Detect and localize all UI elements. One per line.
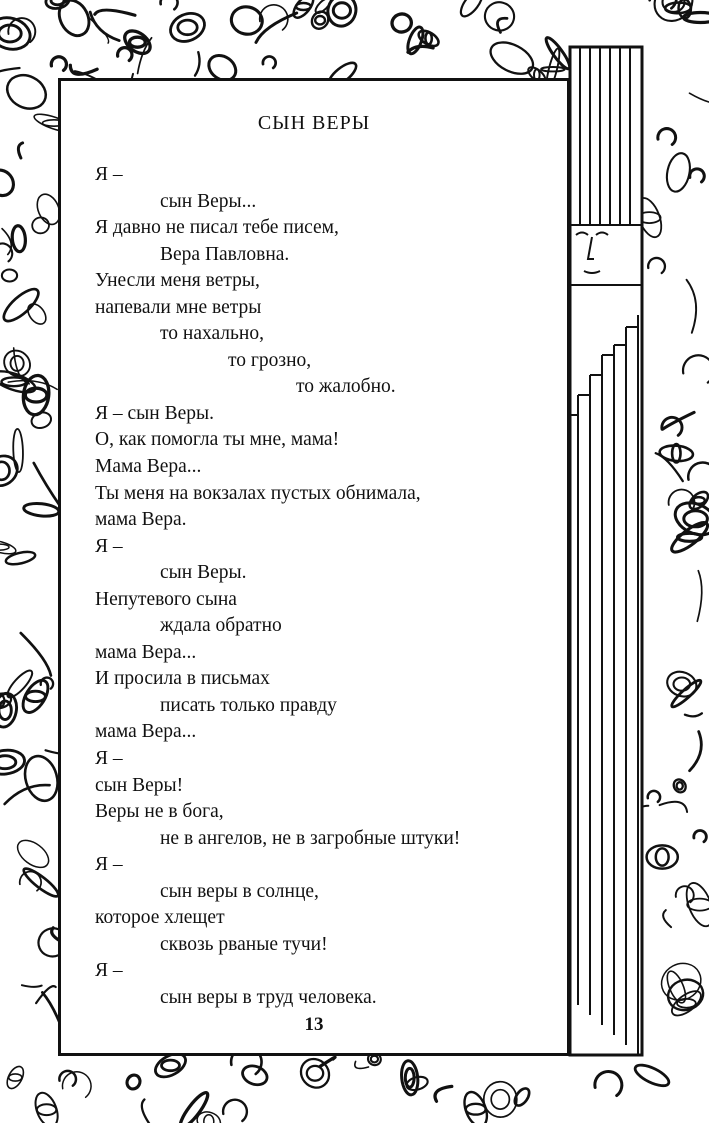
poem-line: Я –	[95, 854, 123, 876]
poem-line: ждала обратно	[160, 615, 282, 637]
poem-line: И просила в письмах	[95, 668, 270, 690]
poem-line: О, как помогла ты мне, мама!	[95, 429, 340, 451]
poem-line: Я давно не писал тебе писем,	[95, 217, 339, 239]
poem-line: Я –	[95, 960, 123, 982]
poem-line: сын веры в солнце,	[160, 880, 319, 902]
poem-line: то грозно,	[228, 349, 312, 371]
poem-line: Непутевого сына	[95, 588, 237, 610]
poem-line: Вера Павловна.	[160, 243, 290, 265]
poem-line: мама Вера...	[95, 721, 197, 743]
poem-line: сын веры в труд человека.	[160, 986, 377, 1008]
face-column-illustration	[568, 45, 644, 1057]
poem-line: писать только правду	[160, 694, 337, 716]
poem-line: сын Веры!	[95, 774, 184, 796]
poem-line: Унесли меня ветры,	[95, 270, 260, 292]
poem-line: которое хлещет	[95, 907, 225, 929]
poem-line: мама Вера.	[95, 509, 187, 531]
poem-line: Я –	[95, 164, 123, 185]
poem-line: то жалобно.	[296, 376, 396, 398]
poem-line: то нахально,	[160, 323, 264, 345]
poem-line: сквозь рваные тучи!	[160, 933, 328, 955]
poem-line: Я – сын Веры.	[95, 402, 214, 424]
poem-line: Мама Вера...	[95, 456, 202, 478]
poem-title: СЫН ВЕРЫ	[257, 112, 371, 134]
page-number: 13	[304, 1014, 324, 1035]
poem-line: Ты меня на вокзалах пустых обнимала,	[95, 482, 421, 504]
poem-line: Я –	[95, 535, 123, 557]
poem-line: Я –	[95, 748, 123, 770]
poem-line: Веры не в бога,	[95, 801, 224, 823]
poem-line: сын Веры...	[160, 190, 257, 212]
poem-body	[95, 162, 461, 1012]
poem-line: сын Веры.	[160, 562, 247, 584]
poem-line: мама Вера...	[95, 641, 197, 663]
poem-line: напевали мне ветры	[95, 296, 262, 318]
poem-line: не в ангелов, не в загробные штуки!	[160, 827, 461, 849]
